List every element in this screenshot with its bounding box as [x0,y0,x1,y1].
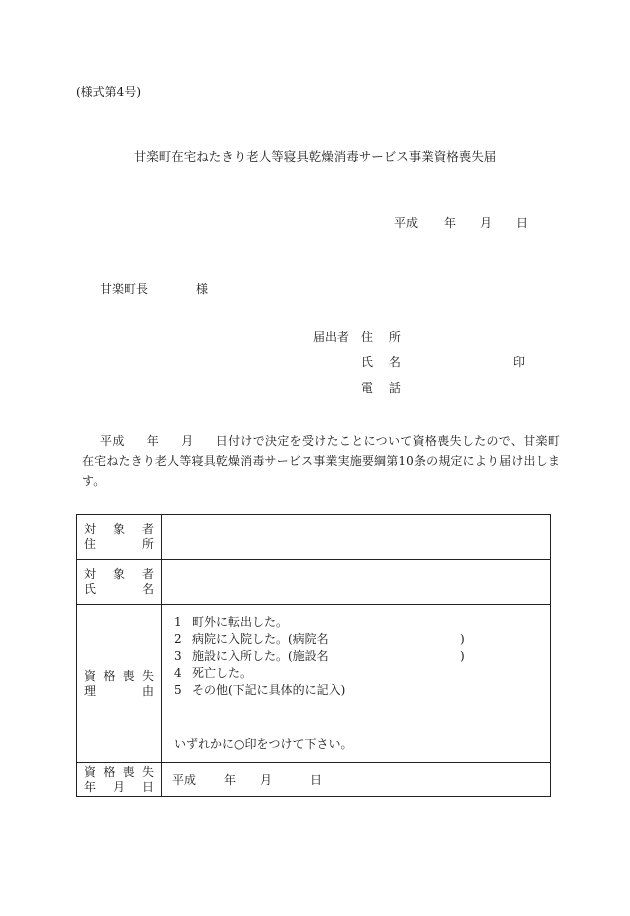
filer-phone-label: 電 話 [361,381,407,395]
addressee [100,283,208,295]
reason-option-1[interactable]: 1 町外に転出した。 [174,615,289,629]
table-row-address [77,515,551,560]
reason-option-4[interactable]: 4 死亡した。 [174,666,253,680]
address-label-cell [77,515,162,560]
address-input-cell[interactable] [162,515,551,560]
filer-address-label: 住 所 [361,330,407,344]
filer-name-row[interactable] [313,355,407,369]
date-label-cell [77,763,162,797]
filer-label: 届出者 [313,330,350,344]
table-row-reason [77,605,551,763]
information-table [76,514,551,797]
filer-address-row[interactable] [313,330,407,344]
loss-date-day: 日 [310,772,323,787]
reason-instruction: いずれかに○印をつけて下さい。 [174,737,353,751]
loss-date-input-cell[interactable] [162,763,551,797]
reason-option-5[interactable]: 5 その他(下記に具体的に記入) [174,683,346,697]
name-label: 対 象 者 氏 名 [84,567,154,596]
table-row-name [77,560,551,605]
body-era: 平成 [100,434,125,448]
seal-mark: 印 [513,355,526,369]
addressee-recipient: 甘楽町長 [100,282,149,296]
body-year: 年 [146,434,160,448]
filer-phone-row[interactable] [313,381,407,395]
reason-label: 資 格 喪 失 理 由 [84,668,154,698]
date-year: 年 [444,216,457,230]
document-title: 甘楽町在宅ねたきり老人等寝具乾燥消毒サービス事業資格喪失届 [133,149,497,164]
date-month: 月 [480,216,493,230]
table-row-date [77,763,551,797]
filer-name-label: 氏 名 [361,355,407,369]
date-era: 平成 [394,216,419,230]
date-day: 日 [516,216,529,230]
address-label: 対 象 者 住 所 [84,522,154,551]
reason-options-cell[interactable] [162,605,551,763]
loss-date-month: 月 [260,772,273,787]
loss-date-label: 資 格 喪 失 年 月 日 [84,764,154,794]
loss-date-year: 年 [224,772,237,787]
body-month: 月 [181,434,194,448]
reason-option-3[interactable]: 3 施設に入所した。(施設名 ) [174,649,465,663]
name-label-cell [77,560,162,605]
form-number: (様式第4号) [76,85,141,99]
addressee-honorific: 様 [196,282,209,296]
name-input-cell[interactable] [162,560,551,605]
reason-label-cell [77,605,162,763]
submission-date[interactable] [394,217,528,229]
loss-date-era: 平成 [172,772,197,787]
body-text: 日付けで決定を受けたことについて資格喪失したので、甘楽町在宅ねたきり老人等寝具乾燥消毒サービス事業実施要綱第10条の規定により届け出します。 [82,434,560,488]
notification-body [82,431,560,491]
reason-option-2[interactable]: 2 病院に入院した。(病院名 ) [174,632,465,646]
